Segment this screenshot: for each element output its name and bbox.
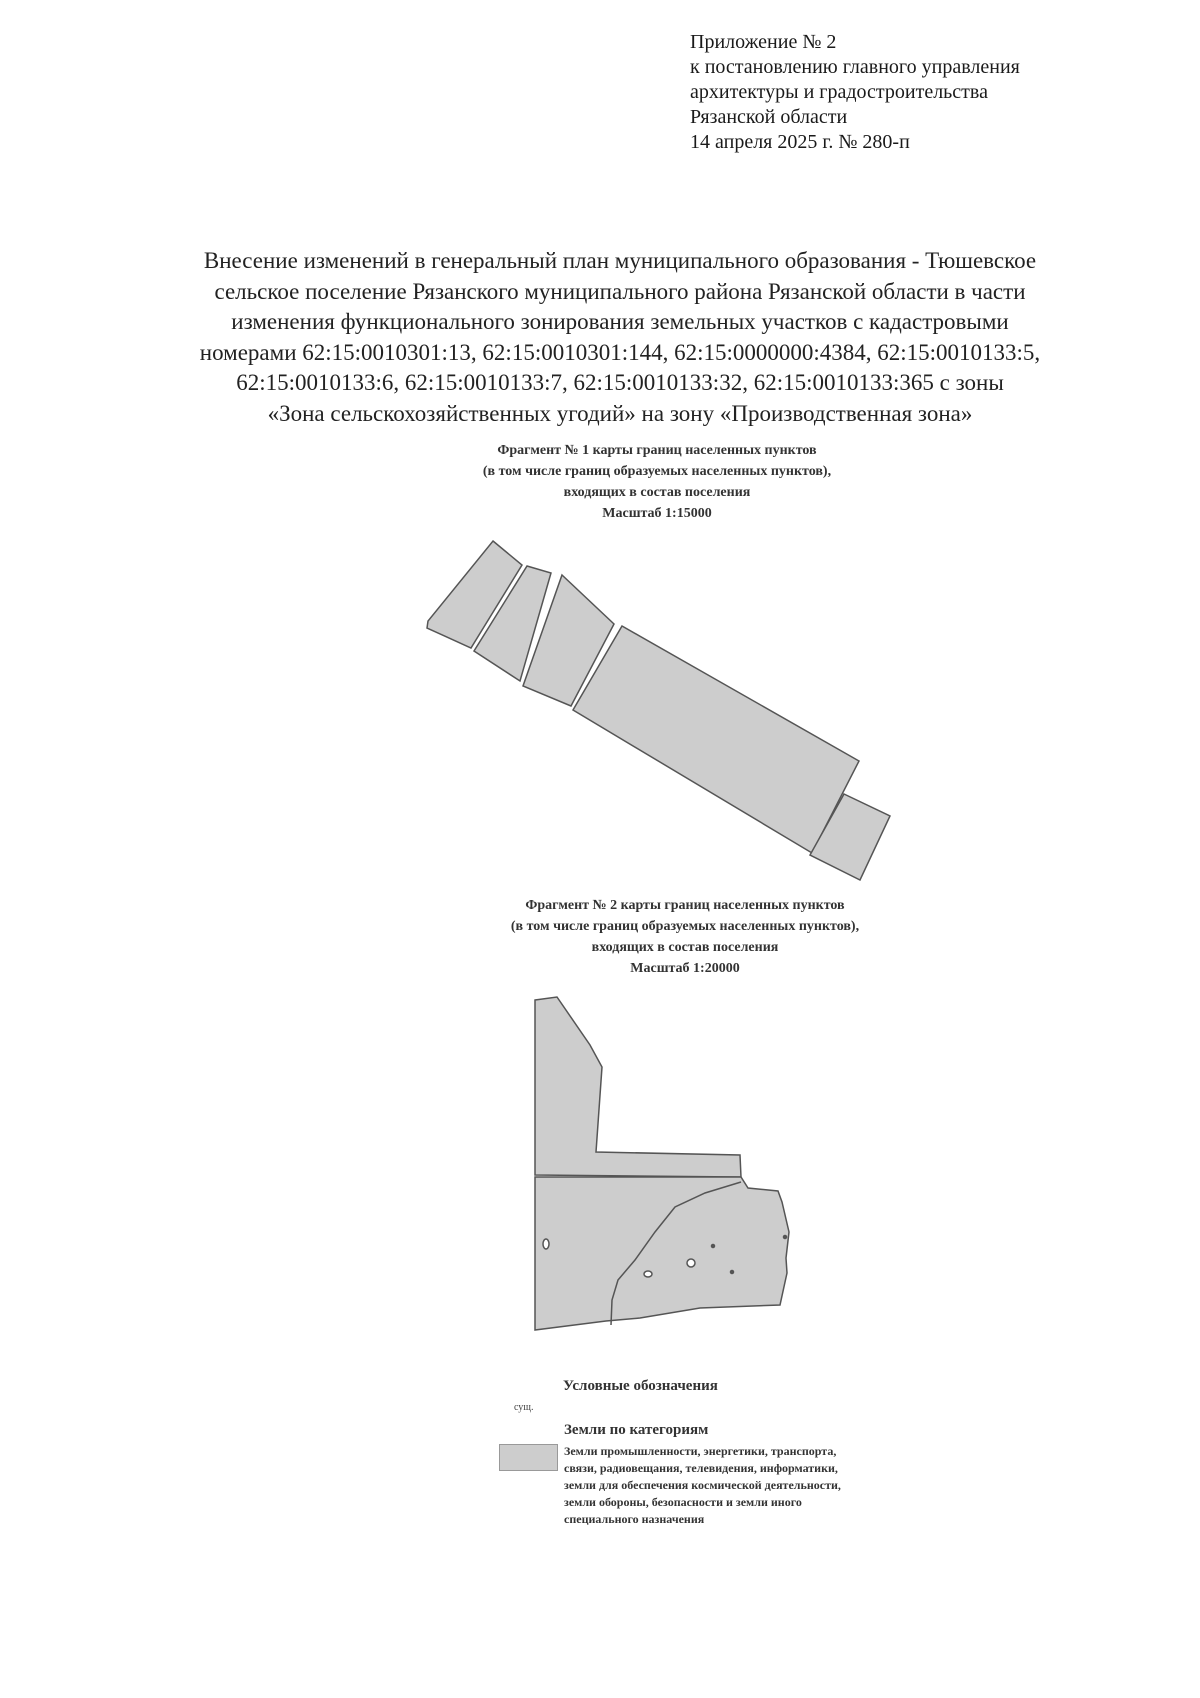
fragment2-hole (543, 1239, 549, 1249)
title-line: Внесение изменений в генеральный план муниципального образования - Тюшевское (203, 248, 1037, 273)
fragment2-caption-line: Фрагмент № 2 карты границ населенных пунктов (525, 898, 845, 913)
fragment1-caption-line: входящих в состав поселения (563, 485, 751, 500)
title-line: изменения функционального зонирования земельных участков с кадастровыми (231, 309, 1009, 334)
fragment2-point (784, 1236, 787, 1239)
appendix-date-line: 14 апреля 2025 г. № 280-п (690, 131, 910, 153)
title-line: 62:15:0010133:6, 62:15:0010133:7, 62:15:0010133:32, 62:15:0010133:365 с зоны (236, 370, 1004, 395)
fragment2-caption-line: (в том числе границ образуемых населенных пунктов), (510, 919, 860, 934)
legend-description-line: специального назначения (564, 1512, 705, 1526)
legend-swatch (499, 1444, 558, 1471)
fragment2-scale: Масштаб 1:20000 (630, 961, 740, 976)
legend-small-label: сущ. (514, 1402, 534, 1413)
fragment1-map (427, 541, 890, 880)
legend-description-line: земли для обеспечения космической деятельности, (564, 1478, 841, 1492)
title-line: сельское поселение Рязанского муниципального района Рязанской области в части (214, 278, 1026, 304)
appendix-line: Рязанской области (690, 106, 848, 128)
fragment1-caption-line: Фрагмент № 1 карты границ населенных пунктов (497, 443, 817, 458)
fragment2-point (712, 1245, 715, 1248)
legend-title: Условные обозначения (563, 1378, 718, 1394)
fragment2-hole (687, 1259, 695, 1267)
legend-category: Земли по категориям (564, 1422, 709, 1438)
fragment2-map (535, 997, 789, 1330)
title-line: номерами 62:15:0010301:13, 62:15:0010301:144, 62:15:0000000:4384, 62:15:0010133:5, (199, 339, 1041, 365)
appendix-line: архитектуры и градостроительства (690, 81, 988, 103)
fragment2-hole (644, 1271, 652, 1277)
appendix-line: Приложение № 2 (690, 31, 837, 53)
fragment1-caption-line: (в том числе границ образуемых населенных пунктов), (482, 464, 832, 479)
fragment2-caption-line: входящих в состав поселения (591, 940, 779, 955)
appendix-line: к постановлению главного управления (690, 56, 1020, 78)
fragment2-parcel-south (535, 1177, 789, 1330)
fragment2-point (731, 1271, 734, 1274)
title-line: «Зона сельскохозяйственных угодий» на зону «Производственная зона» (267, 400, 973, 426)
fragment1-parcel (573, 626, 859, 853)
legend-description-line: Земли промышленности, энергетики, транспорта, (564, 1444, 837, 1458)
legend-description-line: связи, радиовещания, телевидения, информатики, (564, 1461, 838, 1475)
fragment2-parcel-north (535, 997, 741, 1177)
fragment1-scale: Масштаб 1:15000 (602, 506, 712, 521)
legend-description-line: земли обороны, безопасности и земли иного (564, 1495, 802, 1509)
legend-description (564, 1443, 904, 1528)
